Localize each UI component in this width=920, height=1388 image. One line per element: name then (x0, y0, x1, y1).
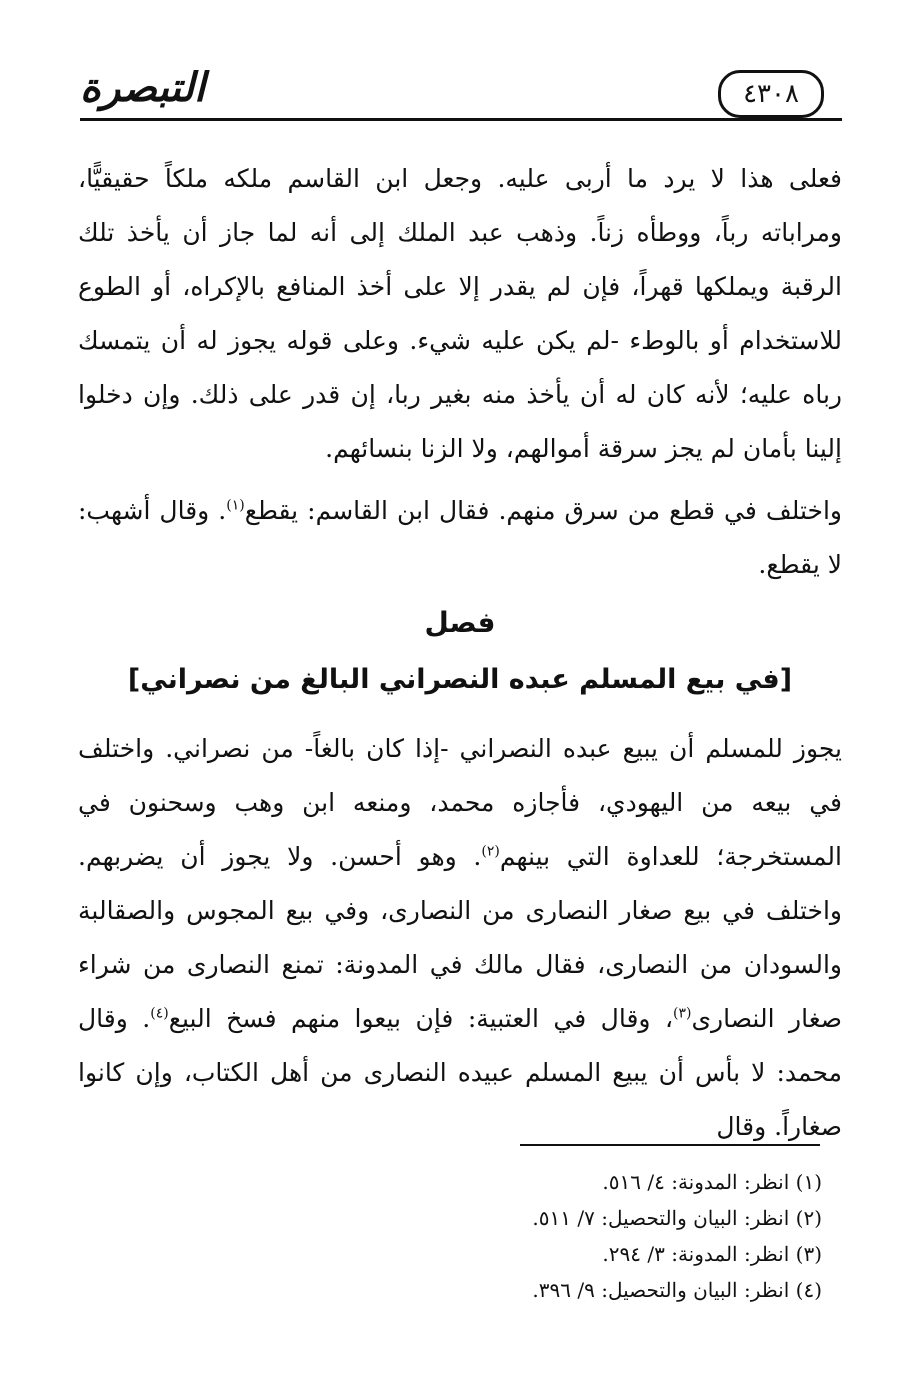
paragraph-3-text-b: . وهو أحسن. ولا يجوز أن يضربهم. واختلف في بيع صغار النصارى من النصارى، وفي بيع المجوس والصقالبة والسودان من النصارى، فقال مالك في المدونة: تمنع النصارى من شراء صغار النصارى (78, 842, 842, 1033)
footnote-ref-4: (٤) (150, 1005, 169, 1022)
footnote-3: (٣) انظر: المدونة: ٣/ ٢٩٤. (602, 1242, 822, 1266)
paragraph-3-text-d: . وقال محمد: لا بأس أن يبيع المسلم عبيده النصارى من أهل الكتاب، وإن كانوا صغاراً. وقال (78, 1004, 842, 1141)
paragraph-3-text-a: يجوز للمسلم أن يبيع عبده النصراني -إذا كان بالغاً- من نصراني. واختلف في بيعه من اليهودي، فأجازه محمد، ومنعه ابن وهب وسحنون في المستخرجة؛ للعداوة التي بينهم (78, 734, 842, 871)
paragraph-1 (78, 152, 842, 476)
footnote-ref-1: (١) (226, 497, 245, 514)
paragraph-1-text: فعلى هذا لا يرد ما أربى عليه. وجعل ابن القاسم ملكه ملكاً حقيقيًّا، ومراباته رباً، ووطأه زناً. وذهب عبد الملك إلى أنه لما جاز أن يأخذ تلك الرقبة ويملكها قهراً، فإن لم يقدر إلا على أخذ المنافع بالإكراه، أو الطوع للاستخدام أو بالوطء -لم يكن عليه شيء. وعلى قوله يجوز له أن يتمسك رباه عليه؛ لأنه كان له أن يأخذ منه بغير ربا، إن قدر على ذلك. وإن دخلوا إلينا بأمان لم يجز سرقة أموالهم، ولا الزنا بنسائهم. (78, 164, 842, 463)
footnote-4: (٤) انظر: البيان والتحصيل: ٩/ ٣٩٦. (532, 1278, 822, 1302)
page-number: ٤٣٠٨ (718, 70, 824, 118)
paragraph-2 (78, 484, 842, 592)
footnote-separator (520, 1144, 820, 1146)
paragraph-3 (78, 722, 842, 1154)
section-subtitle: [في بيع المسلم عبده النصراني البالغ من نصراني] (127, 664, 793, 695)
paragraph-2-text-b: . وقال أشهب: لا يقطع. (78, 496, 842, 579)
book-title: التبصرة (80, 64, 206, 111)
header-rule (80, 118, 842, 121)
paragraph-2-text-a: واختلف في قطع من سرق منهم. فقال ابن القاسم: يقطع (244, 496, 842, 525)
page-header (80, 58, 842, 124)
footnote-ref-3: (٣) (673, 1005, 692, 1022)
footnote-1: (١) انظر: المدونة: ٤/ ٥١٦. (602, 1170, 822, 1194)
footnote-ref-2: (٢) (481, 843, 500, 860)
paragraph-3-text-c: ، وقال في العتبية: فإن بيعوا منهم فسخ البيع (168, 1004, 674, 1033)
footnote-2: (٢) انظر: البيان والتحصيل: ٧/ ٥١١. (532, 1206, 822, 1230)
footnotes-list (422, 1164, 822, 1308)
section-title: فصل (424, 606, 496, 639)
